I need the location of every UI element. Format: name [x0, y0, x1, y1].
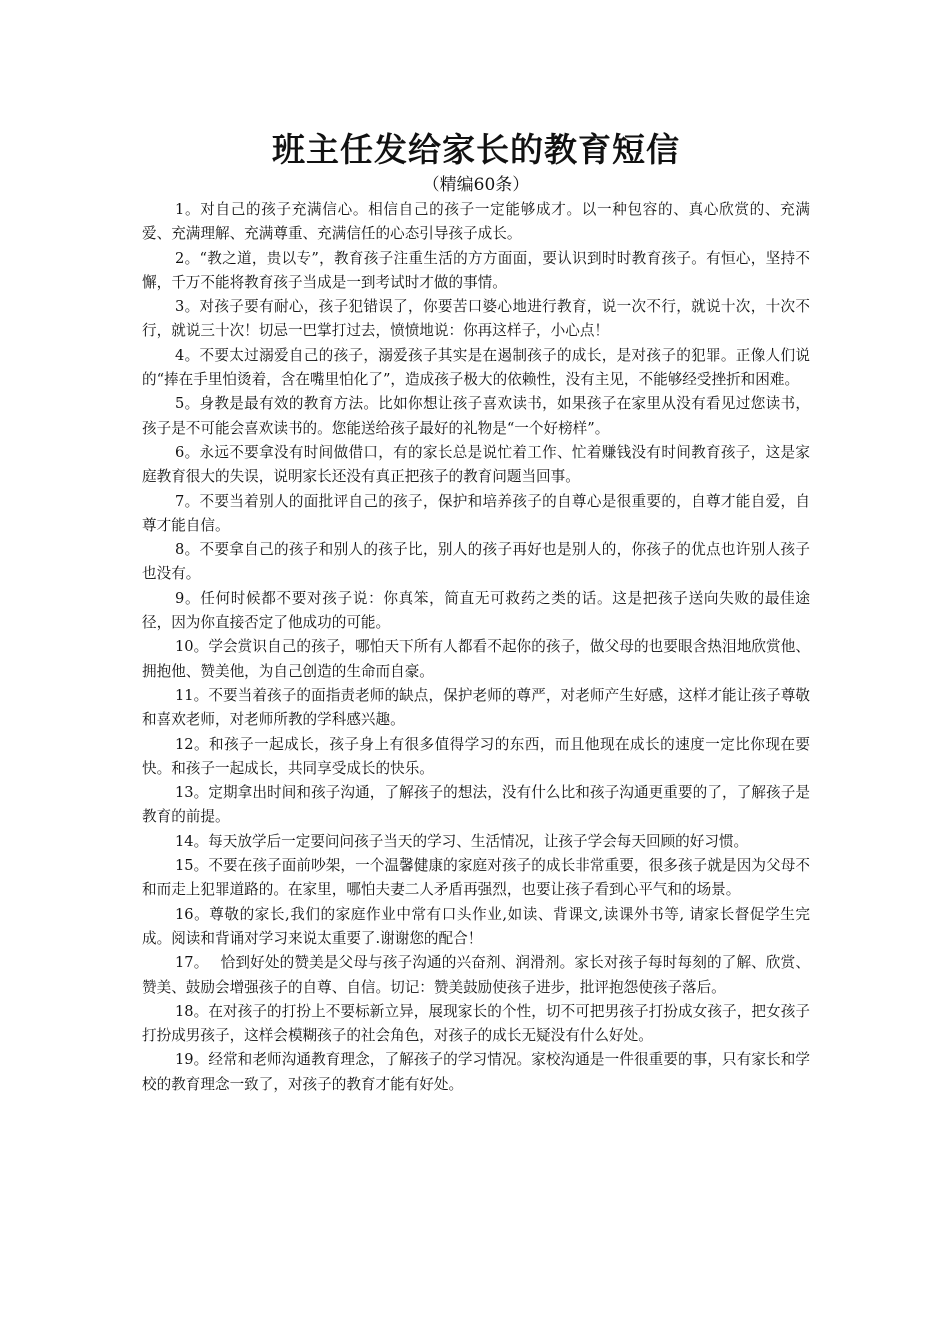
paragraph-3: 3。对孩子要有耐心，孩子犯错误了，你要苦口婆心地进行教育，说一次不行，就说十次，十次不行，就说三十次！切忌一巴掌打过去，愤愤地说：你再这样子，小心点！ — [142, 298, 810, 340]
paragraph-1: 1。对自己的孩子充满信心。相信自己的孩子一定能够成才。以一种包容的、真心欣赏的、充满爱、充满理解、充满尊重、充满信任的心态引导孩子成长。 — [142, 201, 810, 243]
paragraph-11: 11。不要当着孩子的面指责老师的缺点，保护老师的尊严，对老师产生好感，这样才能让孩子尊敬和喜欢老师，对老师所教的学科感兴趣。 — [142, 686, 810, 729]
paragraph-16: 16。尊敬的家长,我们的家庭作业中常有口头作业,如读、背课文,读课外书等, 请家长督促学生完成。阅读和背诵对学习来说太重要了.谢谢您的配合！ — [142, 905, 810, 947]
paragraph-9: 9。任何时候都不要对孩子说：你真笨，简直无可救药之类的话。这是把孩子送向失败的最佳途径，因为你直接否定了他成功的可能。 — [142, 589, 810, 632]
paragraph-19: 19。经常和老师沟通教育理念，了解孩子的学习情况。家校沟通是一件很重要的事，只有家长和学校的教育理念一致了，对孩子的教育才能有好处。 — [142, 1051, 810, 1093]
paragraph-14: 14。每天放学后一定要问问孩子当天的学习、生活情况，让孩子学会每天回顾的好习惯。 — [175, 832, 749, 850]
paragraph-10: 10。学会赏识自己的孩子，哪怕天下所有人都看不起你的孩子，做父母的也要眼含热泪地欣赏他、拥抱他、赞美他，为自己创造的生命而自豪。 — [142, 638, 810, 680]
paragraph-6: 6。永远不要拿没有时间做借口，有的家长总是说忙着工作、忙着赚钱没有时间教育孩子，这是家庭教育很大的失误，说明家长还没有真正把孩子的教育问题当回事。 — [142, 443, 810, 486]
paragraph-list — [142, 198, 810, 1097]
paragraph-13: 13。定期拿出时间和孩子沟通，了解孩子的想法，没有什么比和孩子沟通更重要的了，了解孩子是教育的前提。 — [142, 784, 810, 826]
paragraph-8: 8。不要拿自己的孩子和别人的孩子比，别人的孩子再好也是别人的，你孩子的优点也许别人孩子也没有。 — [142, 541, 810, 583]
paragraph-2: 2。“教之道，贵以专”，教育孩子注重生活的方方面面，要认识到时时教育孩子。有恒心，坚持不懈，千万不能将教育孩子当成是一到考试时才做的事情。 — [142, 249, 810, 291]
paragraph-12: 12。和孩子一起成长，孩子身上有很多值得学习的东西，而且他现在成长的速度一定比你现在要快。和孩子一起成长，共同享受成长的快乐。 — [142, 735, 810, 777]
document-page — [142, 128, 810, 1097]
paragraph-7: 7。不要当着别人的面批评自己的孩子，保护和培养孩子的自尊心是很重要的，自尊才能自爱，自尊才能自信。 — [142, 492, 810, 534]
document-title: 班主任发给家长的教育短信 — [272, 130, 680, 169]
paragraph-17: 17。 恰到好处的赞美是父母与孩子沟通的兴奋剂、润滑剂。家长对孩子每时每刻的了解、欣赏、赞美、鼓励会增强孩子的自尊、自信。切记：赞美鼓励使孩子进步，批评抱怨使孩子落后。 — [142, 954, 810, 996]
paragraph-18: 18。在对孩子的打扮上不要标新立异，展现家长的个性，切不可把男孩子打扮成女孩子，把女孩子打扮成男孩子，这样会模糊孩子的社会角色，对孩子的成长无疑没有什么好处。 — [142, 1002, 810, 1045]
paragraph-5: 5。身教是最有效的教育方法。比如你想让孩子喜欢读书，如果孩子在家里从没有看见过您读书，孩子是不可能会喜欢读书的。您能送给孩子最好的礼物是“一个好榜样”。 — [142, 395, 810, 437]
paragraph-4: 4。不要太过溺爱自己的孩子，溺爱孩子其实是在遏制孩子的成长，是对孩子的犯罪。正像人们说的“捧在手里怕烫着，含在嘴里怕化了”，造成孩子极大的依赖性，没有主见，不能够经受挫折和困难。 — [142, 346, 810, 389]
document-subtitle: （精编60条） — [422, 175, 530, 195]
paragraph-15: 15。不要在孩子面前吵架，一个温馨健康的家庭对孩子的成长非常重要，很多孩子就是因为父母不和而走上犯罪道路的。在家里，哪怕夫妻二人矛盾再强烈，也要让孩子看到心平气和的场景。 — [142, 857, 810, 899]
